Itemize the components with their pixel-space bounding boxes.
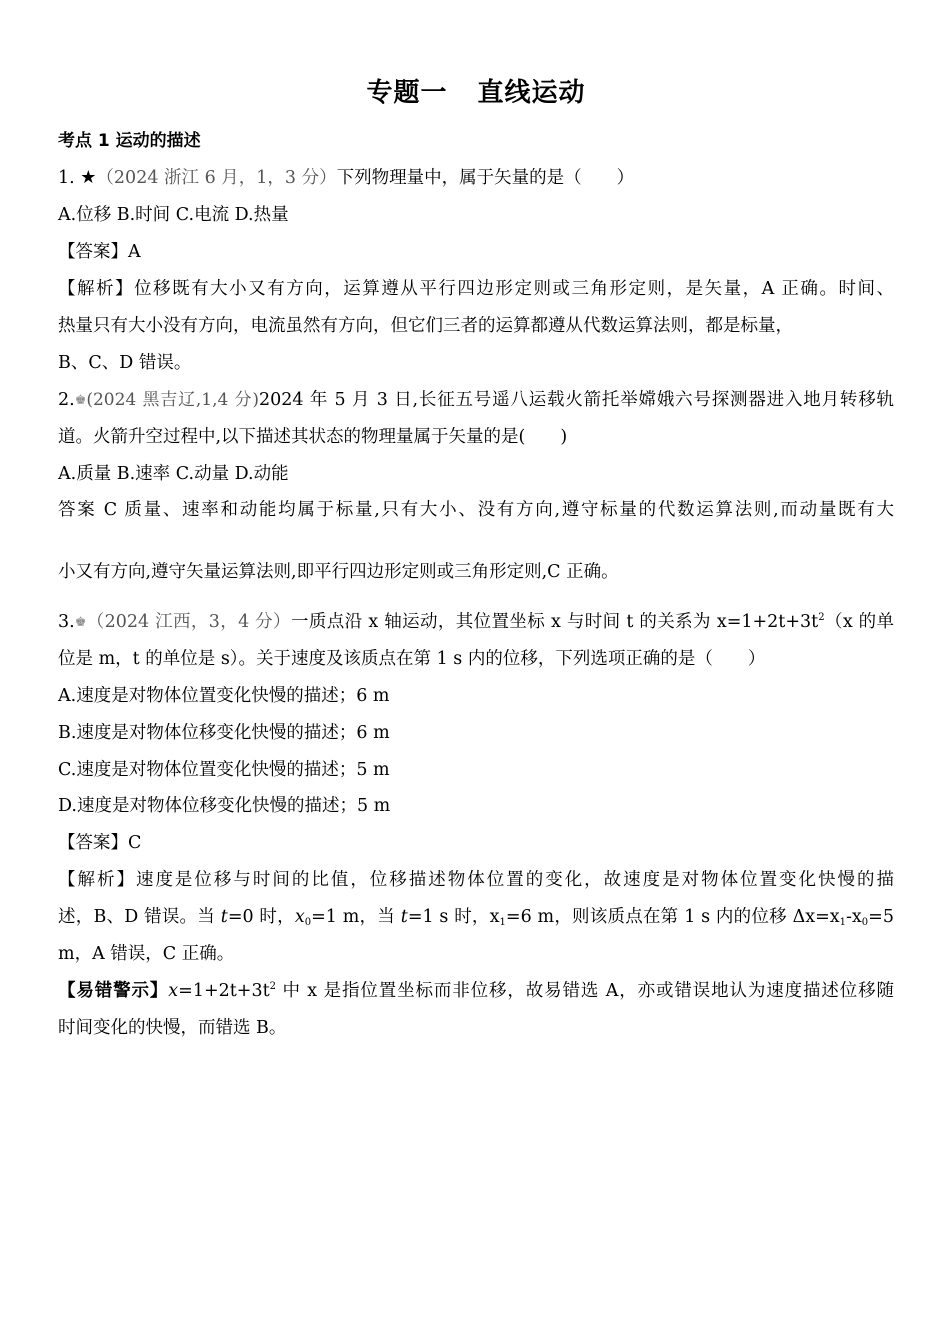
q3-analysis-text: =1 m，当 <box>311 907 401 927</box>
q3-analysis-text: 述，B、D 错误。当 <box>58 907 221 927</box>
q3-analysis-line3: m，A 错误，C 正确。 <box>58 944 235 964</box>
q3-stem-text-end: （x 的单 <box>824 612 895 632</box>
q3-analysis-text: =0 时， <box>227 907 295 927</box>
q3-subscript: 0 <box>304 917 312 928</box>
section-heading: 考点 1 运动的描述 <box>58 131 201 151</box>
q1-analysis-line1: 【解析】位移既有大小又有方向，运算遵从平行四边形定则或三角形定则，是矢量，A 正确。时间、 <box>58 279 894 299</box>
q1-answer: 【答案】A <box>58 242 141 262</box>
q1-analysis-line2: 热量只有大小没有方向，电流虽然有方向，但它们三者的运算都遵从代数运算法则，都是标量， <box>58 316 793 336</box>
q1-number: 1. <box>58 168 75 188</box>
q3-warning-line2: 时间变化的快慢，而错选 B。 <box>58 1018 287 1038</box>
q2-answer-text: 小又有方向,遵守矢量运算法则,即平行四边形定则或三角形定则,C <box>58 562 567 582</box>
q3-subscript: 0 <box>861 917 869 928</box>
q2-source: (2024 黑吉辽,1,4 分) <box>86 390 259 410</box>
title-part2: 直线运动 <box>477 78 586 108</box>
q3-option-b: B.速度是对物体位移变化快慢的描述；6 m <box>58 723 390 743</box>
q2-number: 2. <box>58 390 75 410</box>
q3-answer: 【答案】C <box>58 833 142 853</box>
q3-option-d: D.速度是对物体位移变化快慢的描述；5 m <box>58 796 391 816</box>
q2-stem-line1 <box>58 388 894 413</box>
q3-subscript: 1 <box>499 917 506 928</box>
q1-source: （2024 浙江 6 月，1，3 分） <box>96 168 337 188</box>
q3-warning-sup: 2 <box>269 981 276 992</box>
q3-option-c: C.速度是对物体位置变化快慢的描述；5 m <box>58 760 390 780</box>
q3-warning-text-end: 中 x 是指位置坐标而非位移，故易错选 A，亦或错误地认为速度描述位移随 <box>276 981 895 1001</box>
q3-number: 3. <box>58 612 75 632</box>
q2-stem-line2: 道。火箭升空过程中,以下描述其状态的物理量属于矢量的是( ) <box>58 427 568 447</box>
q2-options: A.质量 B.速率 C.动量 D.动能 <box>58 464 289 484</box>
q2-answer-correct: 正确 <box>566 562 602 582</box>
q1-analysis-line3: B、C、D 错误。 <box>58 353 192 373</box>
q2-stem-text: 2024 年 5 月 3 日,长征五号遥八运载火箭托举嫦娥六号探测器进入地月转移轨 <box>258 390 894 410</box>
q3-subscript: 1 <box>839 917 846 928</box>
q3-analysis-line2 <box>58 905 894 929</box>
crown-icon: ♚ <box>74 393 87 408</box>
q3-option-a: A.速度是对物体位置变化快慢的描述；6 m <box>58 686 390 706</box>
q2-answer-end: 。 <box>601 562 619 582</box>
q3-stem-text: 一质点沿 x 轴运动，其位置坐标 x 与时间 t 的关系为 x=1+2t+3t <box>290 612 819 632</box>
q3-var-x: x <box>294 907 305 927</box>
q3-analysis-text: -x <box>846 907 862 927</box>
q3-var-t: t <box>400 907 408 927</box>
q3-analysis-line1: 【解析】速度是位移与时间的比值，位移描述物体位置的变化，故速度是对物体位置变化快慢的描 <box>58 870 894 890</box>
page-title <box>58 72 894 109</box>
q3-var-t: t <box>220 907 228 927</box>
q3-warning-text: =1+2t+3t <box>178 981 270 1001</box>
star-icon: ★ <box>80 167 97 188</box>
q1-options: A.位移 B.时间 C.电流 D.热量 <box>58 205 289 225</box>
q3-analysis-text: =6 m，则该质点在第 1 s 内的位移 Δx=x <box>505 907 840 927</box>
q3-analysis-text: =5 <box>868 907 894 927</box>
q3-stem-line2: 位是 m，t 的单位是 s）。关于速度及该质点在第 1 s 内的位移，下列选项正确的是（ ） <box>58 649 766 669</box>
q2-answer-line2 <box>58 560 894 584</box>
q1-stem-text: 下列物理量中，属于矢量的是（ ） <box>336 168 635 188</box>
q2-answer-line1: 答案 C 质量、速率和动能均属于标量,只有大小、没有方向,遵守标量的代数运算法则,而动量既有大 <box>58 500 894 520</box>
q3-analysis-text: =1 s 时，x <box>407 907 500 927</box>
q3-stem-sup: 2 <box>818 612 825 623</box>
q3-warning-label: 【易错警示】 <box>58 981 169 1001</box>
q1-stem <box>58 166 894 190</box>
q3-warning-var-x: x <box>168 981 179 1001</box>
q3-source: （2024 江西，3，4 分） <box>86 612 291 632</box>
q3-warning-line1 <box>58 979 894 1003</box>
title-part1: 专题一 <box>366 78 448 108</box>
crown-icon: ♚ <box>74 615 87 630</box>
q3-stem-line1 <box>58 610 894 635</box>
